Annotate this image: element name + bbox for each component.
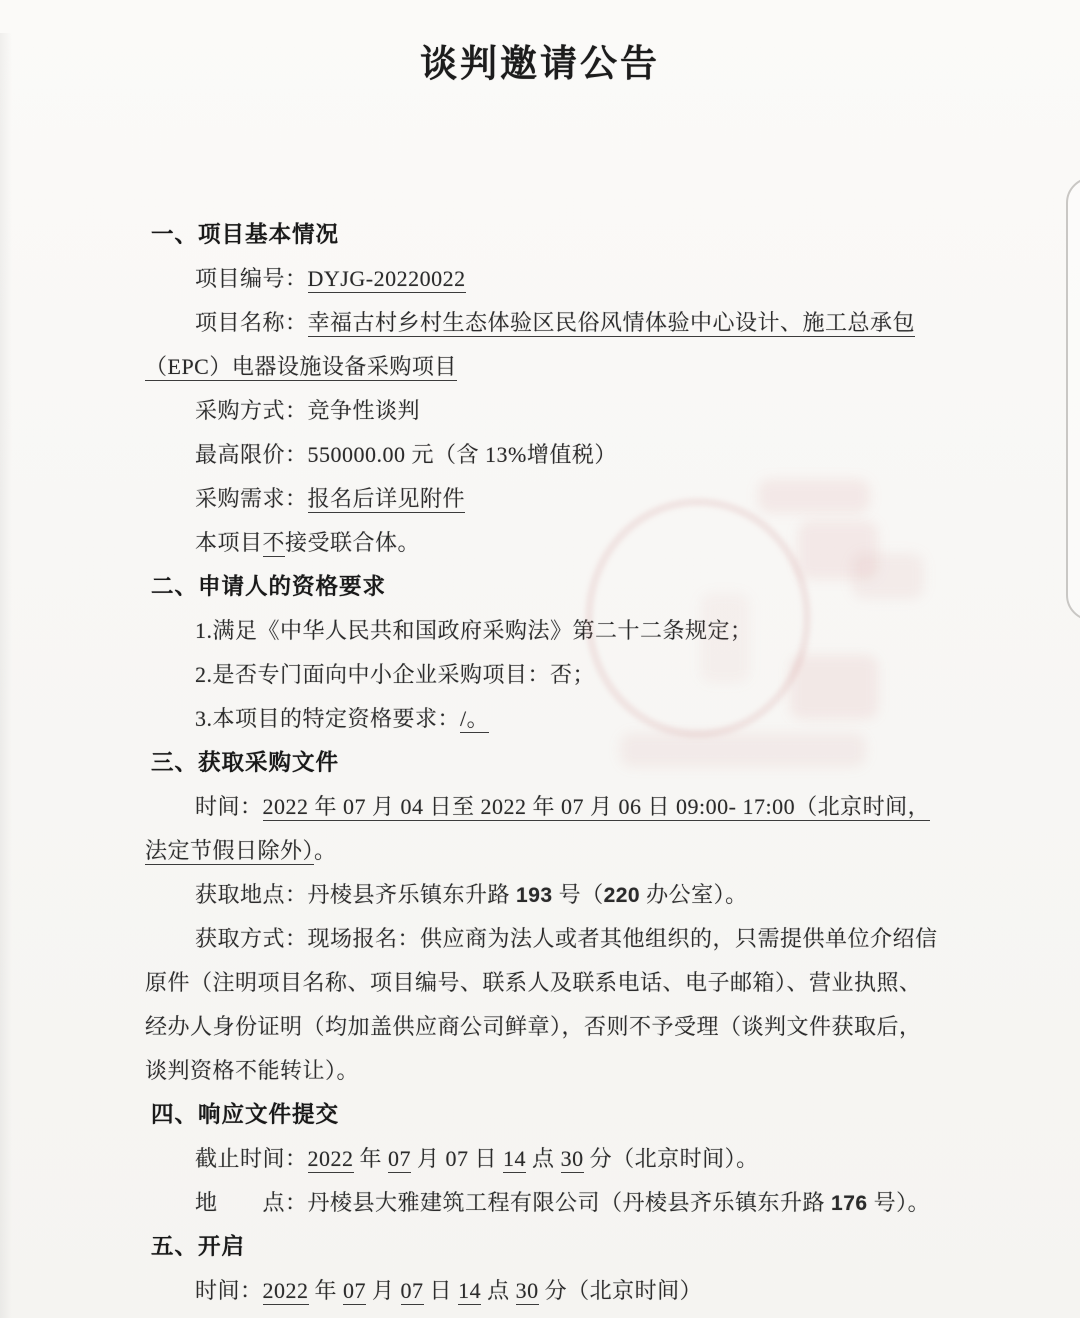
text-segment: 月 07 日 — [411, 1146, 504, 1171]
text-segment: 法定节假日除外） — [145, 838, 315, 863]
text-segment: 号（ — [552, 882, 604, 907]
text-segment: 年 — [353, 1146, 389, 1171]
text-segment: 采购方式：竞争性谈判 — [195, 398, 421, 423]
document-title: 谈判邀请公告 — [420, 44, 660, 85]
document-line — [145, 477, 920, 521]
text-segment: 176 — [831, 1192, 868, 1215]
document-line — [145, 1181, 931, 1225]
text-segment: 采购需求： — [195, 486, 308, 511]
document-body — [145, 213, 938, 1313]
text-segment: 号）。 — [867, 1190, 931, 1215]
document-line — [145, 653, 920, 697]
text-segment: 三、获取采购文件 — [151, 750, 340, 775]
scan-edge-shading — [0, 33, 12, 1318]
text-segment: 2022 年 07 月 04 日至 2022 年 07 月 06 日 09:00- 17:00（北京时间， — [262, 794, 931, 819]
document-line — [145, 433, 920, 477]
document-line — [145, 389, 920, 433]
text-segment: 点 — [481, 1278, 516, 1303]
text-segment: 不 — [262, 530, 286, 555]
text-segment: 接受联合体。 — [285, 530, 421, 555]
text-segment: /。 — [460, 706, 490, 731]
document-line — [145, 521, 920, 565]
document-line — [145, 917, 938, 961]
text-segment: 幸福古村乡村生态体验区民俗风情体验中心设计、施工总承包 — [307, 310, 916, 335]
page-edge-artifact — [1066, 177, 1080, 621]
text-segment: DYJG-20220022 — [307, 266, 466, 291]
text-segment: 项目编号： — [195, 266, 308, 291]
text-segment: 报名后详见附件 — [307, 486, 466, 511]
text-segment: 14 — [503, 1146, 527, 1171]
text-segment: 谈判资格不能转让）。 — [145, 1058, 360, 1083]
document-line — [145, 1137, 920, 1181]
section-heading — [151, 1225, 920, 1269]
text-segment: 14 — [458, 1278, 482, 1303]
text-segment: 二、申请人的资格要求 — [151, 574, 387, 599]
text-segment: （EPC）电器设施设备采购项目 — [145, 354, 457, 379]
document-line — [145, 785, 931, 829]
text-segment: 月 — [366, 1278, 401, 1303]
text-segment: 原件（注明项目名称、项目编号、联系人及联系电话、电子邮箱）、营业执照、 — [145, 970, 922, 995]
text-segment: 07 — [388, 1146, 412, 1171]
section-heading — [151, 213, 920, 257]
document-line — [145, 257, 920, 301]
text-segment: 点 — [526, 1146, 561, 1171]
text-segment: 分（北京时间）。 — [583, 1146, 759, 1171]
text-segment: 项目名称： — [195, 310, 308, 335]
text-segment: 获取地点：丹棱县齐乐镇东升路 — [195, 882, 517, 907]
section-heading — [151, 741, 920, 785]
text-segment: 2022 — [307, 1146, 354, 1171]
text-segment: 。 — [314, 838, 337, 863]
text-segment: 分（北京时间） — [538, 1278, 703, 1303]
document-line — [145, 873, 920, 917]
text-segment: 193 — [516, 884, 553, 907]
text-segment: 地 点：丹棱县大雅建筑工程有限公司（丹棱县齐乐镇东升路 — [195, 1190, 832, 1215]
section-heading — [151, 1093, 920, 1137]
text-segment: 2022 — [262, 1278, 309, 1303]
text-segment: 时间： — [195, 794, 263, 819]
text-segment: 30 — [560, 1146, 584, 1171]
document-line — [145, 1005, 920, 1049]
text-segment: 四、响应文件提交 — [151, 1102, 340, 1127]
document-line — [145, 301, 920, 345]
text-segment: 1.满足《中华人民共和国政府采购法》第二十二条规定； — [195, 618, 753, 643]
text-segment: 07 — [343, 1278, 367, 1303]
text-segment: 年 — [308, 1278, 344, 1303]
document-line — [145, 345, 920, 389]
text-segment: 30 — [515, 1278, 539, 1303]
section-heading — [151, 565, 920, 609]
text-segment: 截止时间： — [195, 1146, 308, 1171]
text-segment: 220 — [603, 884, 641, 907]
text-segment: 07 — [400, 1278, 424, 1303]
text-segment: 时间： — [195, 1278, 263, 1303]
text-segment: 本项目 — [195, 530, 263, 555]
text-segment: 五、开启 — [151, 1234, 246, 1259]
document-line — [145, 1269, 920, 1313]
document-line — [145, 961, 920, 1005]
text-segment: 3.本项目的特定资格要求： — [195, 706, 461, 731]
text-segment: 2.是否专门面向中小企业采购项目：否； — [195, 662, 596, 687]
text-segment: 获取方式：现场报名：供应商为法人或者其他组织的，只需提供单位介绍信 — [195, 926, 938, 951]
document-line — [145, 697, 920, 741]
text-segment: 办公室）。 — [640, 882, 748, 907]
text-segment: 经办人身份证明（均加盖供应商公司鲜章），否则不予受理（谈判文件获取后， — [145, 1014, 922, 1039]
document-line — [145, 609, 920, 653]
text-segment: 一、项目基本情况 — [151, 222, 340, 247]
document-line — [145, 829, 920, 873]
document-line — [145, 1049, 920, 1093]
text-segment: 最高限价：550000.00 元（含 13%增值税） — [195, 442, 617, 467]
text-segment: 日 — [423, 1278, 459, 1303]
